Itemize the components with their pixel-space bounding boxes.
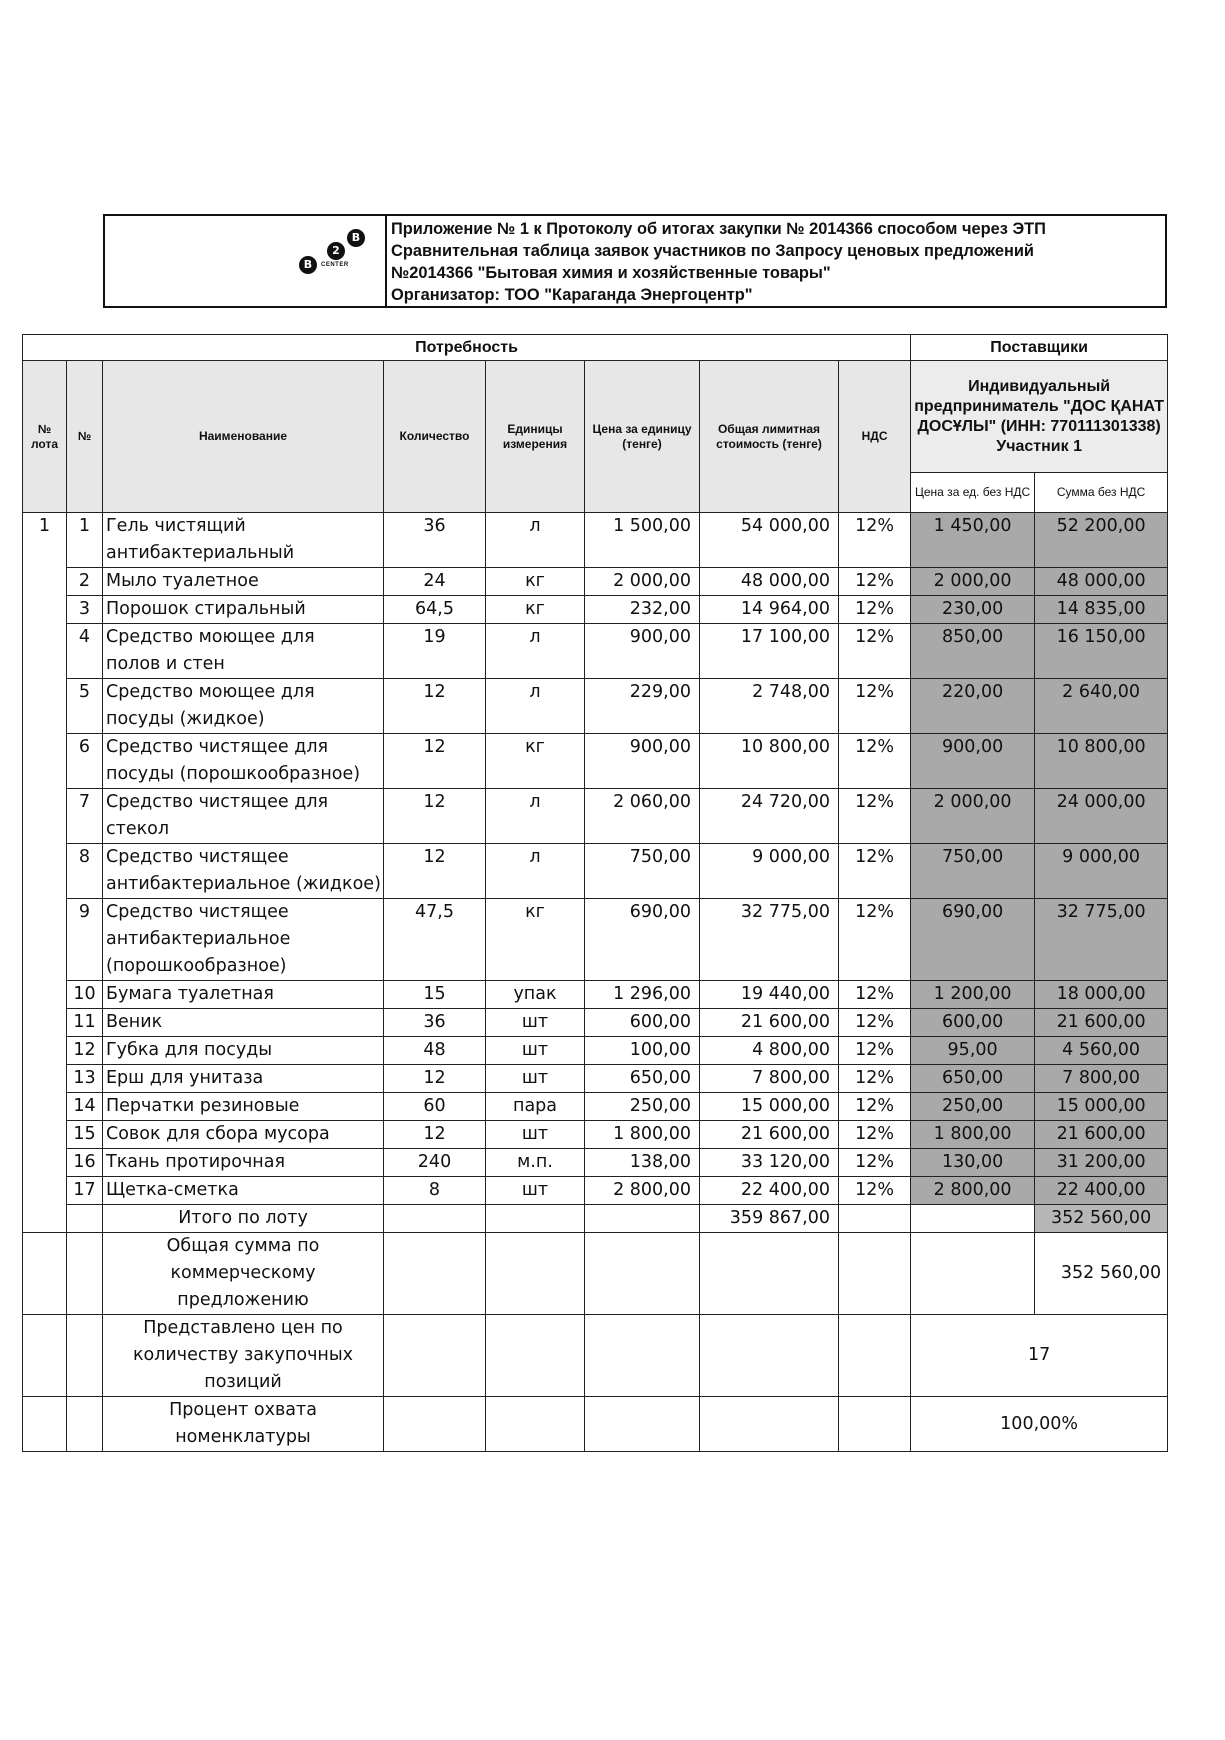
summary-row: [23, 1233, 1168, 1315]
empty-cell: [700, 1233, 839, 1315]
empty-cell: [384, 1397, 486, 1452]
row-no: 1: [67, 513, 103, 568]
row-limit: 32 775,00: [700, 899, 839, 981]
row-supplier-price: 130,00: [911, 1149, 1035, 1177]
row-name: Ерш для унитаза: [103, 1065, 384, 1093]
row-name: Средство чистящее антибактериальное (жидкое): [103, 844, 384, 899]
row-limit: 17 100,00: [700, 624, 839, 679]
row-unit: л: [486, 679, 585, 734]
row-supplier-price: 250,00: [911, 1093, 1035, 1121]
row-limit: 54 000,00: [700, 513, 839, 568]
row-qty: 12: [384, 679, 486, 734]
row-unit: шт: [486, 1177, 585, 1205]
header-line: №2014366 "Бытовая химия и хозяйственные товары": [391, 264, 831, 282]
row-vat: 12%: [839, 1093, 911, 1121]
row-unit: м.п.: [486, 1149, 585, 1177]
row-no: 2: [67, 568, 103, 596]
table-row: [23, 1009, 1168, 1037]
row-vat: 12%: [839, 899, 911, 981]
logo-letter-b-top: B: [347, 229, 365, 247]
logo-letter-2: 2: [327, 242, 345, 260]
summary-value: 17: [911, 1315, 1168, 1397]
row-price: 690,00: [585, 899, 700, 981]
row-vat: 12%: [839, 981, 911, 1009]
empty-cell: [23, 1315, 67, 1397]
row-name: Гель чистящий антибактериальный: [103, 513, 384, 568]
row-limit: 15 000,00: [700, 1093, 839, 1121]
table-row: [23, 1177, 1168, 1205]
row-supplier-sum: 52 200,00: [1035, 513, 1168, 568]
row-supplier-price: 220,00: [911, 679, 1035, 734]
empty-cell: [486, 1205, 585, 1233]
col-unit: Единицы измерения: [486, 361, 585, 513]
row-limit: 2 748,00: [700, 679, 839, 734]
row-price: 650,00: [585, 1065, 700, 1093]
row-no: 12: [67, 1037, 103, 1065]
row-no: 10: [67, 981, 103, 1009]
table-row: [23, 981, 1168, 1009]
row-unit: кг: [486, 568, 585, 596]
row-unit: шт: [486, 1009, 585, 1037]
row-price: 2 000,00: [585, 568, 700, 596]
row-name: Перчатки резиновые: [103, 1093, 384, 1121]
total-row: [23, 1205, 1168, 1233]
row-vat: 12%: [839, 1037, 911, 1065]
header-line: Сравнительная таблица заявок участников по Запросу ценовых предложений: [391, 242, 1034, 260]
row-price: 2 060,00: [585, 789, 700, 844]
summary-label: Общая сумма по коммерческому предложению: [103, 1233, 384, 1315]
empty-cell: [585, 1233, 700, 1315]
row-vat: 12%: [839, 1121, 911, 1149]
row-no: 7: [67, 789, 103, 844]
col-no: №: [67, 361, 103, 513]
col-name: Наименование: [103, 361, 384, 513]
row-price: 1 500,00: [585, 513, 700, 568]
row-name: Веник: [103, 1009, 384, 1037]
empty-cell: [67, 1233, 103, 1315]
row-limit: 24 720,00: [700, 789, 839, 844]
row-supplier-price: 900,00: [911, 734, 1035, 789]
col-lot-no: № лота: [23, 361, 67, 513]
row-supplier-sum: 31 200,00: [1035, 1149, 1168, 1177]
row-name: Губка для посуды: [103, 1037, 384, 1065]
row-price: 232,00: [585, 596, 700, 624]
empty-cell: [486, 1233, 585, 1315]
row-no: 17: [67, 1177, 103, 1205]
row-name: Средство чистящее для стекол: [103, 789, 384, 844]
table-row: [23, 596, 1168, 624]
summary-value: 352 560,00: [1035, 1233, 1168, 1315]
row-supplier-sum: 48 000,00: [1035, 568, 1168, 596]
row-name: Ткань протирочная: [103, 1149, 384, 1177]
row-qty: 24: [384, 568, 486, 596]
summary-label: Представлено цен по количеству закупочных позиций: [103, 1315, 384, 1397]
col-qty: Количество: [384, 361, 486, 513]
row-qty: 60: [384, 1093, 486, 1121]
row-vat: 12%: [839, 1149, 911, 1177]
row-vat: 12%: [839, 596, 911, 624]
col-supplier-sum: Сумма без НДС: [1035, 473, 1168, 513]
row-no: 4: [67, 624, 103, 679]
row-no: 14: [67, 1093, 103, 1121]
header-line: Приложение № 1 к Протоколу об итогах закупки № 2014366 способом через ЭТП: [391, 220, 1046, 238]
empty-cell: [384, 1315, 486, 1397]
row-qty: 47,5: [384, 899, 486, 981]
row-qty: 12: [384, 734, 486, 789]
row-supplier-sum: 2 640,00: [1035, 679, 1168, 734]
row-supplier-sum: 14 835,00: [1035, 596, 1168, 624]
row-supplier-price: 1 800,00: [911, 1121, 1035, 1149]
row-unit: л: [486, 624, 585, 679]
table-row: [23, 789, 1168, 844]
row-qty: 12: [384, 1065, 486, 1093]
empty-cell: [911, 1233, 1035, 1315]
row-supplier-sum: 16 150,00: [1035, 624, 1168, 679]
group-need-header: Потребность: [23, 335, 911, 361]
empty-cell: [839, 1397, 911, 1452]
row-limit: 7 800,00: [700, 1065, 839, 1093]
row-unit: л: [486, 844, 585, 899]
row-vat: 12%: [839, 624, 911, 679]
row-limit: 21 600,00: [700, 1121, 839, 1149]
table-row: [23, 1121, 1168, 1149]
empty-cell: [67, 1205, 103, 1233]
row-supplier-price: 2 800,00: [911, 1177, 1035, 1205]
row-unit: кг: [486, 734, 585, 789]
total-limit: 359 867,00: [700, 1205, 839, 1233]
row-name: Щетка-сметка: [103, 1177, 384, 1205]
row-price: 229,00: [585, 679, 700, 734]
row-qty: 19: [384, 624, 486, 679]
row-qty: 12: [384, 789, 486, 844]
empty-cell: [700, 1397, 839, 1452]
row-price: 100,00: [585, 1037, 700, 1065]
row-supplier-sum: 24 000,00: [1035, 789, 1168, 844]
summary-value: 100,00%: [911, 1397, 1168, 1452]
row-qty: 64,5: [384, 596, 486, 624]
row-vat: 12%: [839, 679, 911, 734]
empty-cell: [585, 1315, 700, 1397]
row-unit: шт: [486, 1065, 585, 1093]
row-qty: 12: [384, 1121, 486, 1149]
row-no: 3: [67, 596, 103, 624]
header-line: Организатор: ТОО "Караганда Энергоцентр": [391, 286, 753, 304]
row-supplier-price: 650,00: [911, 1065, 1035, 1093]
row-supplier-price: 690,00: [911, 899, 1035, 981]
row-supplier-price: 1 200,00: [911, 981, 1035, 1009]
empty-cell: [67, 1315, 103, 1397]
empty-cell: [23, 1233, 67, 1315]
row-supplier-sum: 18 000,00: [1035, 981, 1168, 1009]
row-limit: 48 000,00: [700, 568, 839, 596]
col-supplier-price: Цена за ед. без НДС: [911, 473, 1035, 513]
row-limit: 14 964,00: [700, 596, 839, 624]
row-limit: 10 800,00: [700, 734, 839, 789]
row-supplier-sum: 15 000,00: [1035, 1093, 1168, 1121]
empty-cell: [585, 1397, 700, 1452]
row-unit: шт: [486, 1121, 585, 1149]
row-unit: кг: [486, 596, 585, 624]
table-row: [23, 679, 1168, 734]
row-limit: 9 000,00: [700, 844, 839, 899]
comparison-table: [22, 334, 1168, 1452]
row-vat: 12%: [839, 513, 911, 568]
row-unit: упак: [486, 981, 585, 1009]
row-limit: 33 120,00: [700, 1149, 839, 1177]
row-vat: 12%: [839, 789, 911, 844]
row-name: Совок для сбора мусора: [103, 1121, 384, 1149]
supplier-name: Индивидуальный предприниматель "ДОС ҚАНАТ ДОСҰЛЫ" (ИНН: 770111301338): [914, 377, 1165, 435]
row-limit: 19 440,00: [700, 981, 839, 1009]
row-price: 900,00: [585, 624, 700, 679]
empty-cell: [384, 1205, 486, 1233]
row-supplier-sum: 32 775,00: [1035, 899, 1168, 981]
row-vat: 12%: [839, 844, 911, 899]
row-supplier-sum: 7 800,00: [1035, 1065, 1168, 1093]
empty-cell: [839, 1233, 911, 1315]
table-row: [23, 1093, 1168, 1121]
row-supplier-price: 750,00: [911, 844, 1035, 899]
row-name: Средство моющее для посуды (жидкое): [103, 679, 384, 734]
total-label: Итого по лоту: [103, 1205, 384, 1233]
row-qty: 240: [384, 1149, 486, 1177]
logo-caption: CENTER: [321, 262, 349, 268]
row-no: 9: [67, 899, 103, 981]
row-price: 2 800,00: [585, 1177, 700, 1205]
row-name: Бумага туалетная: [103, 981, 384, 1009]
table-row: [23, 734, 1168, 789]
row-supplier-price: 95,00: [911, 1037, 1035, 1065]
row-qty: 48: [384, 1037, 486, 1065]
row-qty: 36: [384, 1009, 486, 1037]
row-qty: 12: [384, 844, 486, 899]
empty-cell: [67, 1397, 103, 1452]
b2b-center-logo: [105, 216, 387, 306]
row-price: 1 800,00: [585, 1121, 700, 1149]
row-limit: 21 600,00: [700, 1009, 839, 1037]
row-no: 16: [67, 1149, 103, 1177]
col-limit: Общая лимитная стоимость (тенге): [700, 361, 839, 513]
row-supplier-price: 850,00: [911, 624, 1035, 679]
logo-letter-b-left: B: [299, 256, 317, 274]
supplier-participant: Участник 1: [996, 437, 1082, 455]
table-row: [23, 899, 1168, 981]
summary-label: Процент охвата номенклатуры: [103, 1397, 384, 1452]
table-row: [23, 513, 1168, 568]
lot-number: 1: [23, 513, 67, 1233]
row-name: Мыло туалетное: [103, 568, 384, 596]
row-name: Порошок стиральный: [103, 596, 384, 624]
summary-row: [23, 1315, 1168, 1397]
row-supplier-price: 230,00: [911, 596, 1035, 624]
row-unit: л: [486, 513, 585, 568]
row-no: 13: [67, 1065, 103, 1093]
row-unit: шт: [486, 1037, 585, 1065]
table-row: [23, 1065, 1168, 1093]
row-unit: пара: [486, 1093, 585, 1121]
col-vat: НДС: [839, 361, 911, 513]
row-vat: 12%: [839, 1009, 911, 1037]
summary-row: [23, 1397, 1168, 1452]
row-no: 15: [67, 1121, 103, 1149]
total-supplier-sum: 352 560,00: [1035, 1205, 1168, 1233]
row-vat: 12%: [839, 568, 911, 596]
empty-cell: [486, 1397, 585, 1452]
row-qty: 8: [384, 1177, 486, 1205]
empty-cell: [839, 1205, 911, 1233]
row-vat: 12%: [839, 1177, 911, 1205]
col-price: Цена за единицу (тенге): [585, 361, 700, 513]
row-supplier-sum: 9 000,00: [1035, 844, 1168, 899]
table-row: [23, 1149, 1168, 1177]
row-price: 138,00: [585, 1149, 700, 1177]
row-supplier-sum: 4 560,00: [1035, 1037, 1168, 1065]
row-name: Средство моющее для полов и стен: [103, 624, 384, 679]
header-text: [387, 216, 1165, 306]
table-row: [23, 624, 1168, 679]
row-price: 600,00: [585, 1009, 700, 1037]
row-unit: кг: [486, 899, 585, 981]
row-unit: л: [486, 789, 585, 844]
row-vat: 12%: [839, 1065, 911, 1093]
row-vat: 12%: [839, 734, 911, 789]
supplier-header: [911, 361, 1168, 473]
row-price: 900,00: [585, 734, 700, 789]
row-supplier-sum: 21 600,00: [1035, 1121, 1168, 1149]
row-no: 6: [67, 734, 103, 789]
table-row: [23, 568, 1168, 596]
empty-cell: [585, 1205, 700, 1233]
table-row: [23, 1037, 1168, 1065]
row-no: 5: [67, 679, 103, 734]
row-supplier-price: 600,00: [911, 1009, 1035, 1037]
row-no: 11: [67, 1009, 103, 1037]
empty-cell: [700, 1315, 839, 1397]
row-supplier-sum: 10 800,00: [1035, 734, 1168, 789]
table-row: [23, 844, 1168, 899]
row-limit: 4 800,00: [700, 1037, 839, 1065]
row-limit: 22 400,00: [700, 1177, 839, 1205]
row-supplier-sum: 22 400,00: [1035, 1177, 1168, 1205]
row-price: 1 296,00: [585, 981, 700, 1009]
document-header: [103, 214, 1167, 308]
row-supplier-price: 2 000,00: [911, 789, 1035, 844]
empty-cell: [911, 1205, 1035, 1233]
row-name: Средство чистящее для посуды (порошкообразное): [103, 734, 384, 789]
empty-cell: [384, 1233, 486, 1315]
group-suppliers-header: Поставщики: [911, 335, 1168, 361]
row-supplier-price: 2 000,00: [911, 568, 1035, 596]
row-name: Средство чистящее антибактериальное (порошкообразное): [103, 899, 384, 981]
empty-cell: [23, 1397, 67, 1452]
row-supplier-sum: 21 600,00: [1035, 1009, 1168, 1037]
row-qty: 36: [384, 513, 486, 568]
row-price: 250,00: [585, 1093, 700, 1121]
empty-cell: [839, 1315, 911, 1397]
row-no: 8: [67, 844, 103, 899]
row-price: 750,00: [585, 844, 700, 899]
row-supplier-price: 1 450,00: [911, 513, 1035, 568]
empty-cell: [486, 1315, 585, 1397]
row-qty: 15: [384, 981, 486, 1009]
